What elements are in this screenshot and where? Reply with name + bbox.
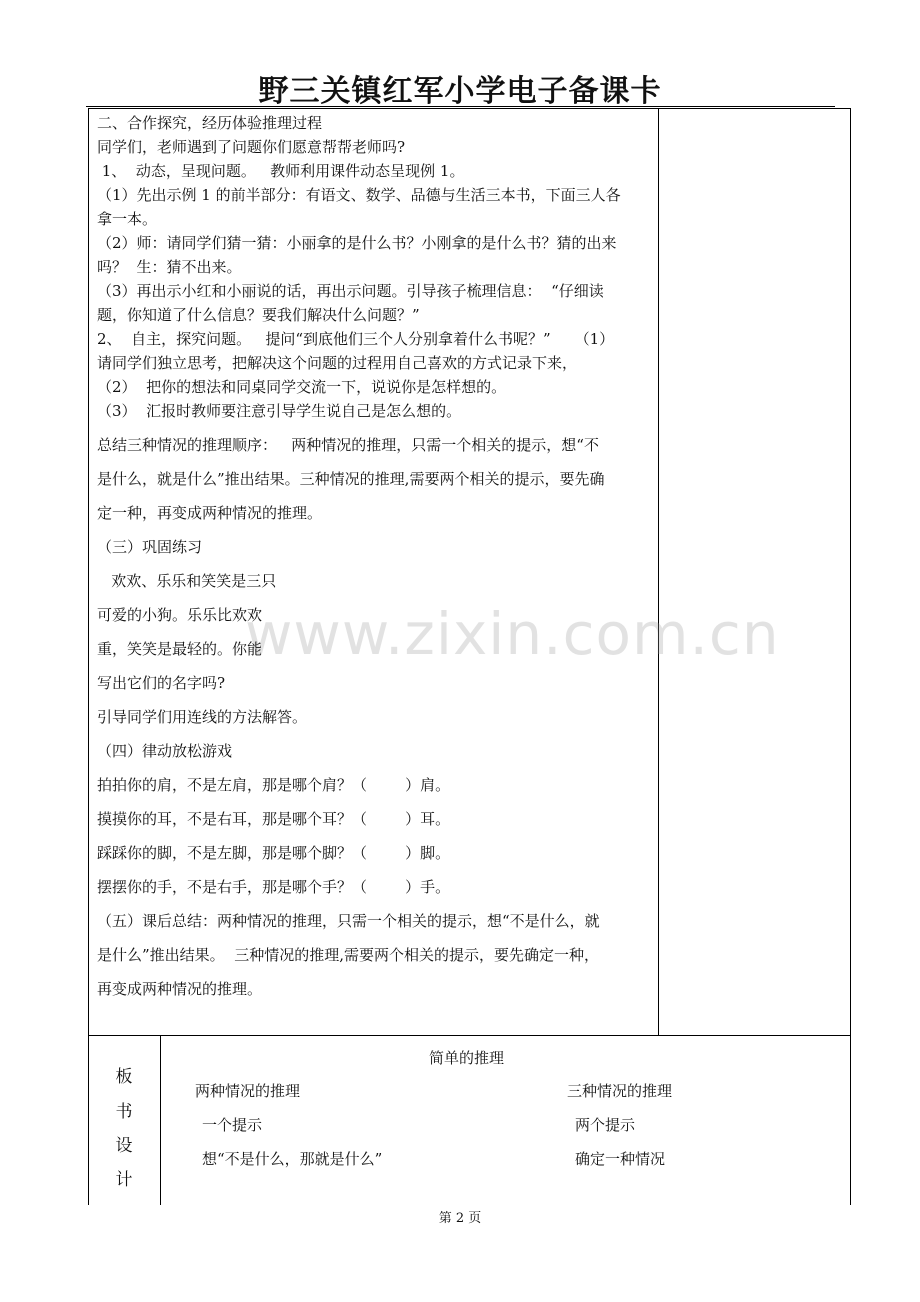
text-line: （1）先出示例 1 的前半部分：有语文、数学、品德与生活三本书，下面三人各	[97, 186, 621, 204]
board-left-item: 想“不是什么，那就是什么”	[202, 1150, 383, 1168]
board-right-item: 确定一种情况	[575, 1150, 666, 1168]
text-line: 二、合作探究，经历体验推理过程	[97, 114, 323, 132]
text-line: 摆摆你的手，不是右手，那是哪个手？（ ）手。	[97, 878, 451, 896]
text-line: 写出它们的名字吗?	[97, 674, 226, 692]
text-line: （3） 汇报时教师要注意引导学生说自己是怎么想的。	[97, 402, 462, 420]
text-line: 定一种，再变成两种情况的推理。	[97, 504, 323, 522]
text-line: （2） 把你的想法和同桌同学交流一下，说说你是怎样想的。	[97, 378, 507, 396]
page-title: 野三关镇红军小学电子备课卡	[258, 74, 662, 109]
text-line: （2）师：请同学们猜一猜：小丽拿的是什么书？小刚拿的是什么书？猜的出来	[97, 234, 617, 252]
title-underline	[86, 106, 835, 107]
text-line: 同学们，老师遇到了问题你们愿意帮帮老师吗?	[97, 138, 406, 156]
board-left-item: 一个提示	[202, 1116, 263, 1134]
board-label-char: 书	[115, 1102, 133, 1122]
text-line: （五）课后总结：两种情况的推理，只需一个相关的提示，想“不是什么，就	[97, 912, 600, 930]
watermark: www.zixin.com.cn	[245, 600, 780, 668]
text-line: 拿一本。	[97, 210, 158, 228]
text-line: 拍拍你的肩，不是左肩，那是哪个肩？（ ）肩。	[97, 776, 451, 794]
text-line: 请同学们独立思考，把解决这个问题的过程用自己喜欢的方式记录下来，	[97, 354, 578, 372]
board-label-char: 板	[115, 1067, 133, 1087]
text-line: 踩踩你的脚，不是左脚，那是哪个脚？（ ）脚。	[97, 844, 451, 862]
board-label-char: 设	[115, 1136, 133, 1156]
text-line: 是什么，就是什么”推出结果。三种情况的推理,需要两个相关的提示，要先确	[97, 470, 605, 488]
text-line: 摸摸你的耳，不是右耳，那是哪个耳？（ ）耳。	[97, 810, 451, 828]
board-label-char: 计	[115, 1170, 133, 1190]
text-line: 题，你知道了什么信息？要我们解决什么问题？”	[97, 306, 420, 324]
board-heading: 简单的推理	[429, 1049, 505, 1067]
text-line: 重，笑笑是最轻的。你能	[97, 640, 263, 658]
text-line: 引导同学们用连线的方法解答。	[97, 708, 308, 726]
notes-column-divider	[658, 108, 659, 1035]
text-line: 再变成两种情况的推理。	[97, 980, 263, 998]
text-line: 吗？ 生：猜不出来。	[97, 258, 242, 276]
text-line: （三）巩固练习	[97, 538, 203, 556]
text-line: 可爱的小狗。乐乐比欢欢	[97, 606, 263, 624]
text-line: 总结三种情况的推理顺序： 两种情况的推理，只需一个相关的提示，想“不	[97, 436, 599, 454]
text-line: （四）律动放松游戏	[97, 742, 233, 760]
text-line: 1、 动态，呈现问题。 教师利用课件动态呈现例 1。	[97, 162, 465, 180]
text-line: 欢欢、乐乐和笑笑是三只	[97, 572, 277, 590]
board-label-divider	[160, 1035, 161, 1205]
page-number: 第 2 页	[438, 1211, 482, 1226]
board-right-item: 两个提示	[575, 1116, 636, 1134]
board-left-item: 两种情况的推理	[195, 1082, 301, 1100]
text-line: （3）再出示小红和小丽说的话，再出示问题。引导孩子梳理信息： “仔细读	[97, 282, 604, 300]
board-right-item: 三种情况的推理	[567, 1082, 673, 1100]
text-line: 2、 自主，探究问题。 提问“到底他们三个人分别拿着什么书呢？” （1）	[97, 330, 615, 348]
text-line: 是什么”推出结果。 三种情况的推理,需要两个相关的提示，要先确定一种，	[97, 946, 599, 964]
